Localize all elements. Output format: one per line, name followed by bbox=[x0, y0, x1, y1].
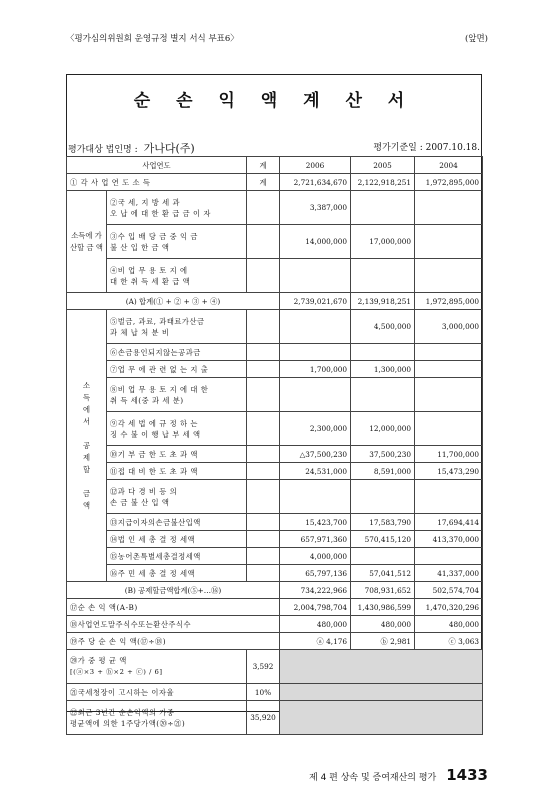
deduct-group-char bbox=[67, 476, 106, 488]
deduct-group-char: 득 bbox=[82, 392, 91, 402]
cell: 3,387,000 bbox=[280, 191, 351, 225]
cell: 17,694,414 bbox=[415, 514, 483, 531]
row-label: ⑲주 당 순 손 익 액(⑰÷⑱) bbox=[67, 633, 280, 650]
table-row bbox=[67, 310, 483, 344]
cell: 65,797,136 bbox=[280, 565, 351, 582]
table-row bbox=[67, 174, 483, 191]
cell: 2,139,918,251 bbox=[351, 293, 415, 310]
row-label: (A) 합계(① + ② + ③ + ④) bbox=[67, 293, 280, 310]
cell: 502,574,704 bbox=[415, 582, 483, 599]
row-label: ④비 업 무 용 토 지 에 대 한 취 득 세 환 급 액 bbox=[107, 259, 247, 293]
shaded-cell bbox=[280, 684, 483, 701]
cell: 12,000,000 bbox=[351, 412, 415, 446]
table-row bbox=[67, 480, 483, 514]
cell bbox=[247, 344, 280, 361]
row-label: ⑭법 인 세 총 결 정 세액 bbox=[107, 531, 247, 548]
cell bbox=[247, 378, 280, 412]
table-row bbox=[67, 633, 483, 650]
cell: 17,583,790 bbox=[351, 514, 415, 531]
cell bbox=[351, 378, 415, 412]
page-side: (앞면) bbox=[464, 34, 488, 44]
cell bbox=[415, 191, 483, 225]
cell bbox=[415, 548, 483, 565]
row-label: ⑯주 민 세 총 결 정 세액 bbox=[107, 565, 247, 582]
valuation-date: 평가기준일 : 2007.10.18. bbox=[373, 143, 480, 153]
cell: 1,972,895,000 bbox=[415, 293, 483, 310]
row-label: ②국 세, 지 방 세 과 오 납 에 대 한 환 급 금 이 자 bbox=[107, 191, 247, 225]
cell: 2,739,021,670 bbox=[280, 293, 351, 310]
row-label: ⑰순 손 익 액(A-B) bbox=[67, 599, 280, 616]
table-row bbox=[67, 548, 483, 565]
cell bbox=[280, 259, 351, 293]
page-footer bbox=[309, 766, 488, 784]
table-row bbox=[67, 565, 483, 582]
meta-row bbox=[68, 140, 480, 154]
row-label: ⑩기 부 금 한 도 초 과 액 bbox=[107, 446, 247, 463]
cell: 3,000,000 bbox=[415, 310, 483, 344]
cell: 15,473,290 bbox=[415, 463, 483, 480]
cell bbox=[247, 565, 280, 582]
deduct-group-char: 금 bbox=[82, 488, 91, 498]
table-row bbox=[67, 378, 483, 412]
row-label: ⑬지급이자의손금불산입액 bbox=[107, 514, 247, 531]
cell: 570,415,120 bbox=[351, 531, 415, 548]
table-row bbox=[67, 259, 483, 293]
cell: ⓑ 2,981 bbox=[351, 633, 415, 650]
cell bbox=[247, 361, 280, 378]
cell: 734,222,966 bbox=[280, 582, 351, 599]
form-header bbox=[66, 32, 488, 46]
deduct-group-char: 공 bbox=[82, 440, 91, 450]
table-row bbox=[67, 616, 483, 633]
cell: 413,370,000 bbox=[415, 531, 483, 548]
cell: 657,971,360 bbox=[280, 531, 351, 548]
cell bbox=[247, 191, 280, 225]
cell: 708,931,652 bbox=[351, 582, 415, 599]
row-label: ⑫과 다 경 비 등 의 손 금 불 산 입 액 bbox=[107, 480, 247, 514]
cell: 35,920 bbox=[247, 701, 280, 735]
cell bbox=[415, 344, 483, 361]
cell: 2,122,918,251 bbox=[351, 174, 415, 191]
deduct-group-char: 소 bbox=[82, 380, 91, 390]
add-group-label: 소득에 가산할 금 액 bbox=[67, 191, 107, 293]
table-row bbox=[67, 191, 483, 225]
cell: 4,500,000 bbox=[351, 310, 415, 344]
company-name: 가나다(주) bbox=[143, 142, 195, 155]
deduct-group-char bbox=[67, 428, 106, 440]
cell bbox=[415, 378, 483, 412]
table-row bbox=[67, 531, 483, 548]
row-label: ⑧비 업 무 용 토 지 에 대 한 취 득 세(중 과 세 분) bbox=[107, 378, 247, 412]
cell bbox=[415, 259, 483, 293]
cell bbox=[247, 531, 280, 548]
cell bbox=[415, 412, 483, 446]
col-2004: 2004 bbox=[415, 157, 483, 174]
cell bbox=[247, 259, 280, 293]
table-row bbox=[67, 582, 483, 599]
cell: 3,592 bbox=[247, 650, 280, 684]
cell bbox=[247, 446, 280, 463]
row-label: ㉒최근 3년간 순손익액의 가중 평균액에 의한 1주당가액(⑳÷㉑) bbox=[67, 701, 247, 735]
cell: 41,337,000 bbox=[415, 565, 483, 582]
cell bbox=[351, 259, 415, 293]
deduct-group-char: 액 bbox=[82, 500, 91, 510]
cell: 1,300,000 bbox=[351, 361, 415, 378]
cell: 4,000,000 bbox=[280, 548, 351, 565]
cell bbox=[415, 225, 483, 259]
cell bbox=[280, 378, 351, 412]
cell bbox=[247, 514, 280, 531]
cell: ⓐ 4,176 bbox=[280, 633, 351, 650]
cell bbox=[247, 225, 280, 259]
cell bbox=[247, 310, 280, 344]
cell: 2,721,634,670 bbox=[280, 174, 351, 191]
cell: 2,300,000 bbox=[280, 412, 351, 446]
row-label: ⑨각 세 법 에 규 정 하 는 징 수 불 이 행 납 부 세 액 bbox=[107, 412, 247, 446]
table-row bbox=[67, 361, 483, 378]
cell bbox=[247, 548, 280, 565]
row-label: ① 각 사 업 연 도 소 득 bbox=[67, 174, 247, 191]
table-row bbox=[67, 412, 483, 446]
table-row bbox=[67, 344, 483, 361]
cell bbox=[351, 548, 415, 565]
cell bbox=[351, 191, 415, 225]
deduct-group-char: 할 bbox=[82, 464, 91, 474]
cell: 11,700,000 bbox=[415, 446, 483, 463]
cell: 14,000,000 bbox=[280, 225, 351, 259]
table-row bbox=[67, 225, 483, 259]
col-item: 사업연도 bbox=[67, 157, 247, 174]
deduct-group-char: 에 bbox=[82, 404, 91, 414]
row-label: ⑮농어촌특별세총결정세액 bbox=[107, 548, 247, 565]
row-label: ⑱사업연도말주식수또는환산주식수 bbox=[67, 616, 280, 633]
row-label: ③수 입 배 당 금 중 익 금 불 산 입 한 금 액 bbox=[107, 225, 247, 259]
cell: 2,004,798,704 bbox=[280, 599, 351, 616]
cell: △37,500,230 bbox=[280, 446, 351, 463]
col-unit: 계 bbox=[247, 157, 280, 174]
table-header-row bbox=[67, 157, 483, 174]
table-row bbox=[67, 293, 483, 310]
deduct-group-label bbox=[67, 310, 107, 582]
cell: 480,000 bbox=[415, 616, 483, 633]
cell bbox=[280, 344, 351, 361]
row-label: (B) 공제할금액합계(⑤+…⑯) bbox=[67, 582, 280, 599]
cell: ⓒ 3,063 bbox=[415, 633, 483, 650]
cell bbox=[247, 480, 280, 514]
col-2006: 2006 bbox=[280, 157, 351, 174]
form-reference: 〈평가심의위원회 운영규정 별지 서식 부표6〉 bbox=[66, 34, 239, 44]
row-label: ⑪접 대 비 한 도 초 과 액 bbox=[107, 463, 247, 480]
table-row bbox=[67, 463, 483, 480]
chapter-title: 제 4 편 상속 및 증여재산의 평가 bbox=[309, 773, 437, 783]
row-label: ⑳가 중 평 균 액 [(ⓐ×3 + ⓑ×2 + ⓒ) / 6] bbox=[67, 650, 247, 684]
income-table bbox=[66, 156, 483, 735]
page-number: 1433 bbox=[446, 766, 488, 784]
shaded-cell bbox=[280, 701, 483, 735]
cell: 15,423,700 bbox=[280, 514, 351, 531]
table-row bbox=[67, 684, 483, 701]
deduct-group-char: 서 bbox=[82, 416, 91, 426]
company-field bbox=[68, 140, 195, 154]
cell: 1,972,895,000 bbox=[415, 174, 483, 191]
row-label: ⑤벌금, 과료, 과태료가산금 과 체 납 처 분 비 bbox=[107, 310, 247, 344]
cell: 57,041,512 bbox=[351, 565, 415, 582]
table-row bbox=[67, 514, 483, 531]
cell: 24,531,000 bbox=[280, 463, 351, 480]
shaded-cell bbox=[280, 650, 483, 684]
table-row bbox=[67, 650, 483, 684]
cell: 1,430,986,599 bbox=[351, 599, 415, 616]
row-label: ⑥손금용인되지않는공과금 bbox=[107, 344, 247, 361]
cell bbox=[351, 480, 415, 514]
cell bbox=[280, 480, 351, 514]
cell: 10% bbox=[247, 684, 280, 701]
cell: 8,591,000 bbox=[351, 463, 415, 480]
cell: 37,500,230 bbox=[351, 446, 415, 463]
page-title: 순 손 익 액 계 산 서 bbox=[133, 91, 415, 111]
table-row bbox=[67, 446, 483, 463]
cell: 17,000,000 bbox=[351, 225, 415, 259]
cell: 1,470,320,296 bbox=[415, 599, 483, 616]
row-label: ㉑국세청장이 고시하는 이자율 bbox=[67, 684, 247, 701]
deduct-group-char: 제 bbox=[82, 452, 91, 462]
cell: 480,000 bbox=[351, 616, 415, 633]
col-2005: 2005 bbox=[351, 157, 415, 174]
row-label: ⑦업 무 에 관 련 없 는 지 출 bbox=[107, 361, 247, 378]
table-row bbox=[67, 599, 483, 616]
cell bbox=[415, 480, 483, 514]
cell: 1,700,000 bbox=[280, 361, 351, 378]
company-label: 평가대상 법인명 : bbox=[68, 145, 138, 155]
cell: 480,000 bbox=[280, 616, 351, 633]
cell bbox=[415, 361, 483, 378]
cell bbox=[280, 310, 351, 344]
cell bbox=[247, 463, 280, 480]
cell bbox=[351, 344, 415, 361]
cell bbox=[247, 412, 280, 446]
table-row bbox=[67, 701, 483, 735]
cell: 계 bbox=[247, 174, 280, 191]
